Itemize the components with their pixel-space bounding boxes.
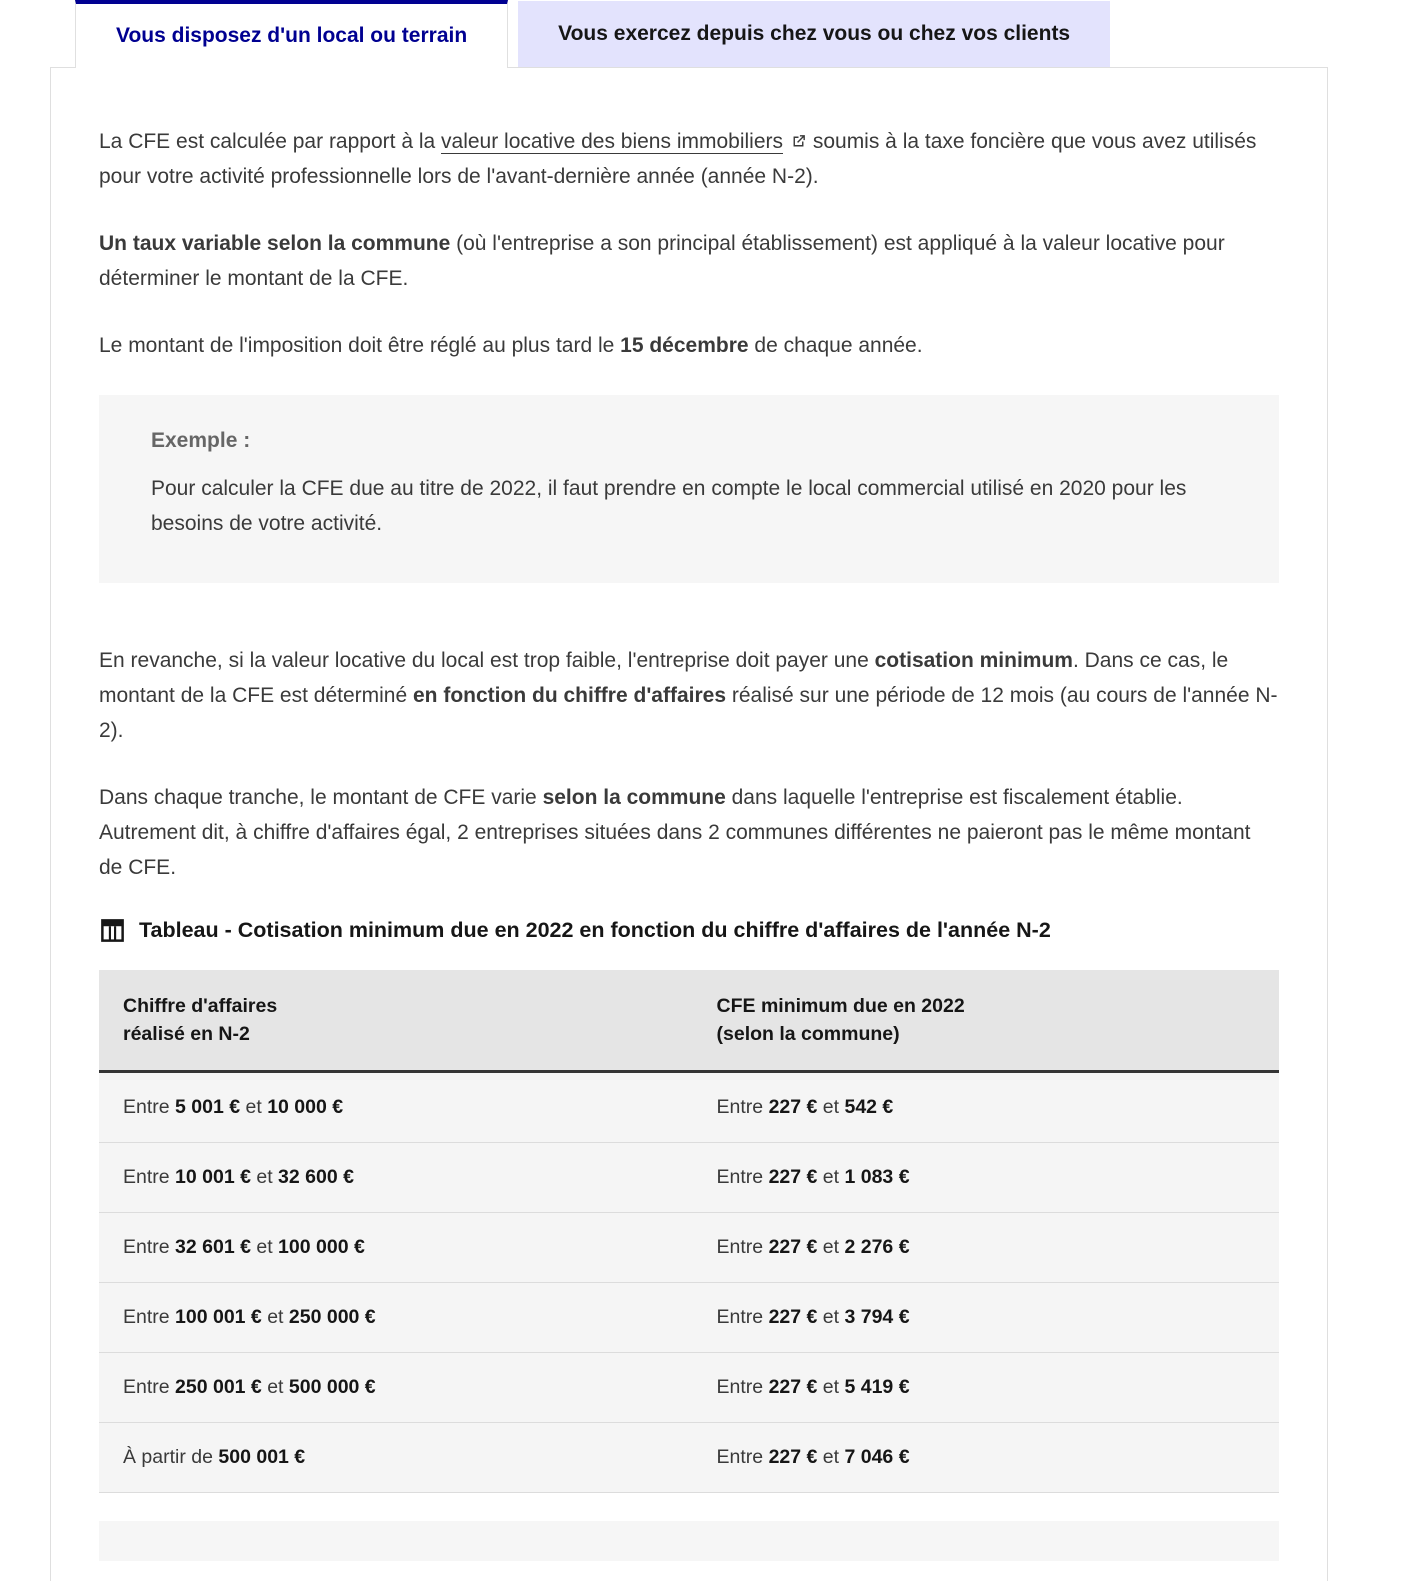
external-link-icon	[790, 133, 807, 150]
tab-label: Vous exercez depuis chez vous ou chez vos clients	[558, 22, 1071, 45]
bold-text: 250 001 €	[175, 1376, 262, 1398]
table-cell	[99, 1423, 693, 1493]
text: et	[261, 1306, 289, 1328]
bold-text: 227 €	[768, 1166, 818, 1188]
text: (où l'entreprise a son principal établissement) est appliqué à la valeur locative pour déterminer le montant de la CFE.	[99, 232, 1225, 290]
bold-text: 250 000 €	[288, 1306, 376, 1328]
text: Dans chaque tranche, le montant de CFE varie	[99, 786, 543, 809]
table-head	[99, 970, 1279, 1072]
bold-text: 500 000 €	[288, 1376, 376, 1398]
table-body	[99, 1072, 1279, 1493]
text: Entre	[716, 1096, 769, 1118]
paragraph	[99, 124, 1279, 194]
bold-text: 3 794 €	[844, 1306, 910, 1328]
table-caption-text: Tableau - Cotisation minimum due en 2022 en fonction du chiffre d'affaires de l'année N-2	[139, 918, 1051, 942]
bold-text: 10 001 €	[175, 1166, 251, 1188]
column-header	[693, 970, 1279, 1072]
paragraph	[99, 226, 1279, 296]
table-row	[99, 1283, 1279, 1353]
bold-text: 32 601 €	[175, 1236, 251, 1258]
table-cell	[99, 1353, 693, 1423]
text: Entre	[123, 1166, 176, 1188]
text: Entre	[716, 1306, 769, 1328]
cfe-minimum-table	[99, 970, 1279, 1493]
paragraph	[99, 328, 1279, 363]
column-header-line: Chiffre d'affaires	[123, 995, 278, 1017]
tab-panel	[50, 67, 1328, 1581]
text: Entre	[123, 1376, 176, 1398]
text: et	[261, 1376, 289, 1398]
text: et	[817, 1306, 845, 1328]
bold-text: 227 €	[768, 1446, 818, 1468]
bold-text: 227 €	[768, 1306, 818, 1328]
table-cell	[693, 1143, 1279, 1213]
bold-text: 542 €	[844, 1096, 894, 1118]
text: soumis à la taxe foncière que vous avez utilisés pour votre activité professionnelle lors de l'avant-dernière année (année N-2).	[99, 130, 1257, 188]
cut-off-next-block	[99, 1521, 1279, 1561]
bold-text: 227 €	[768, 1096, 818, 1118]
text: Entre	[123, 1306, 176, 1328]
table-row	[99, 1353, 1279, 1423]
text: Le montant de l'imposition doit être réglé au plus tard le	[99, 334, 621, 357]
bold-text: 500 001 €	[218, 1446, 306, 1468]
column-header-line: réalisé en N-2	[123, 1023, 250, 1045]
text: et	[240, 1096, 268, 1118]
text: Entre	[716, 1166, 769, 1188]
table-caption	[99, 917, 1279, 944]
text: Entre	[716, 1446, 769, 1468]
text: Entre	[123, 1236, 176, 1258]
table-cell	[693, 1353, 1279, 1423]
text: Entre	[123, 1096, 176, 1118]
column-header-line: CFE minimum due en 2022	[716, 995, 965, 1017]
bold-text: selon la commune	[542, 786, 726, 809]
bold-text: 15 décembre	[620, 334, 749, 357]
bold-text: 2 276 €	[844, 1236, 910, 1258]
column-header	[99, 970, 693, 1072]
valeur-locative-link[interactable]: valeur locative des biens immobiliers	[441, 130, 807, 153]
column-header-line: (selon la commune)	[716, 1023, 900, 1045]
text: et	[817, 1096, 845, 1118]
table-cell	[693, 1423, 1279, 1493]
text: et	[817, 1166, 845, 1188]
text: La CFE est calculée par rapport à la	[99, 130, 442, 153]
text: de chaque année.	[748, 334, 923, 357]
text: et	[250, 1236, 279, 1258]
bold-text: 1 083 €	[844, 1166, 910, 1188]
table-row	[99, 1423, 1279, 1493]
text: réalisé sur une période de 12 mois (au cours de l'année N-2).	[99, 684, 1278, 742]
text: . Dans ce cas, le montant de la CFE est déterminé	[99, 649, 1229, 707]
table-cell	[693, 1072, 1279, 1143]
bold-text: Un taux variable selon la commune	[99, 232, 451, 255]
text: En revanche, si la valeur locative du local est trop faible, l'entreprise doit payer une	[99, 649, 875, 672]
bold-text: cotisation minimum	[874, 649, 1073, 672]
text: et	[250, 1166, 279, 1188]
text: et	[817, 1236, 845, 1258]
bold-text: 32 600 €	[278, 1166, 354, 1188]
bold-text: 100 001 €	[175, 1306, 262, 1328]
text: et	[817, 1376, 845, 1398]
table-cell	[99, 1213, 693, 1283]
paragraph	[99, 780, 1279, 885]
table-row	[99, 1143, 1279, 1213]
paragraph	[99, 643, 1279, 748]
table-row	[99, 1213, 1279, 1283]
bold-text: 10 000 €	[267, 1096, 344, 1118]
table-cell	[693, 1283, 1279, 1353]
table-grid-icon	[99, 917, 126, 944]
example-box	[99, 395, 1279, 583]
intro-paragraphs	[99, 124, 1279, 363]
table-header-row	[99, 970, 1279, 1072]
text: et	[817, 1446, 845, 1468]
bold-text: 227 €	[768, 1376, 818, 1398]
text: Entre	[716, 1236, 769, 1258]
bold-text: 100 000 €	[278, 1236, 365, 1258]
bold-text: 227 €	[768, 1236, 818, 1258]
table-cell	[99, 1072, 693, 1143]
text: À partir de	[123, 1446, 219, 1468]
bold-text: 7 046 €	[844, 1446, 910, 1468]
bold-text: 5 001 €	[175, 1096, 241, 1118]
text: Entre	[716, 1376, 769, 1398]
example-title: Exemple :	[151, 429, 251, 452]
table-cell	[99, 1143, 693, 1213]
table-row	[99, 1072, 1279, 1143]
detail-paragraphs	[99, 643, 1279, 885]
bold-text: 5 419 €	[844, 1376, 910, 1398]
table-cell	[99, 1283, 693, 1353]
tab-local-ou-terrain[interactable]	[75, 0, 508, 68]
example-body: Pour calculer la CFE due au titre de 2022, il faut prendre en compte le local commercial utilisé en 2020 pour les besoins de votre activité.	[151, 477, 1187, 535]
tab-label: Vous disposez d'un local ou terrain	[116, 24, 468, 47]
tab-chez-vous-ou-clients[interactable]	[518, 1, 1110, 67]
tab-list	[0, 0, 1426, 67]
table-cell	[693, 1213, 1279, 1283]
text: dans laquelle l'entreprise est fiscalement établie. Autrement dit, à chiffre d'affaires égal, 2 entreprises situées dans 2 communes différentes ne paieront pas le même montant de CFE.	[99, 786, 1251, 879]
bold-text: en fonction du chiffre d'affaires	[413, 684, 727, 707]
